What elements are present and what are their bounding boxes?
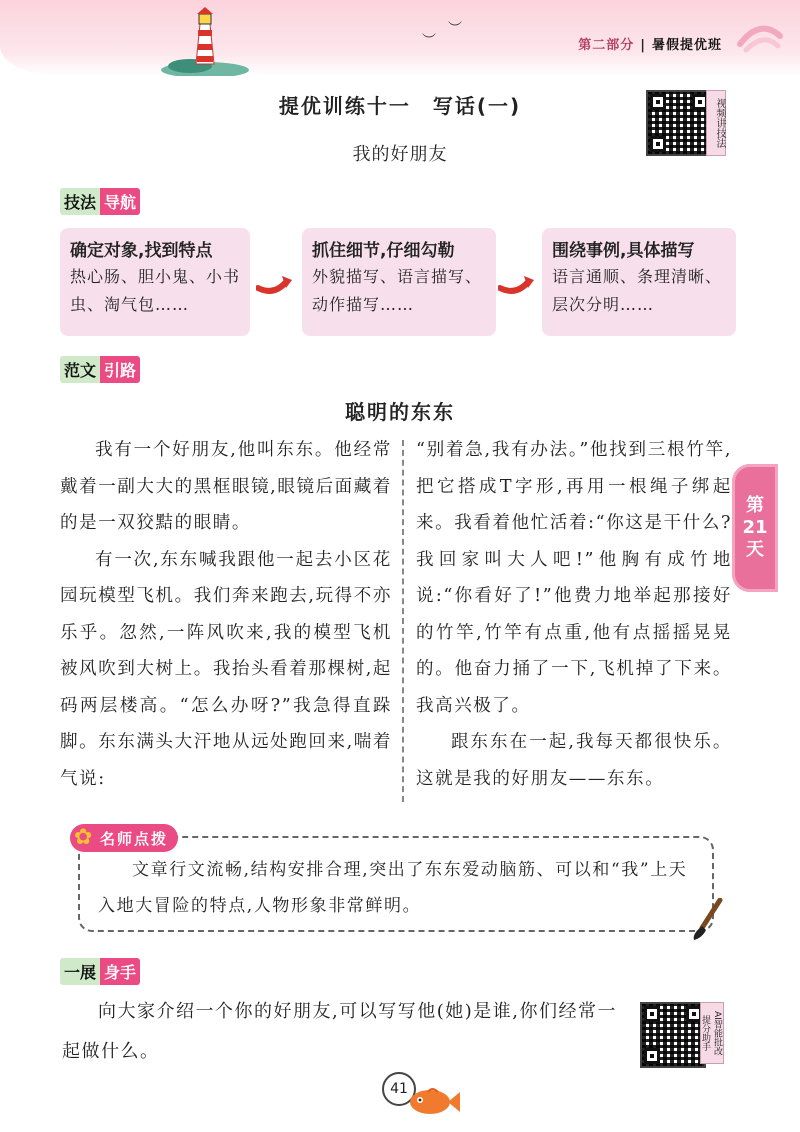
section-tag-practice	[60, 958, 140, 984]
section-tag-a: 范文	[60, 356, 100, 383]
section-tag-b: 身手	[100, 958, 140, 985]
header-series: 暑假提优班	[651, 38, 722, 53]
section-tag-a: 技法	[60, 188, 100, 215]
essay-paragraph: 我有一个好朋友,他叫东东。他经常戴着一副大大的黑框眼镜,眼镜后面藏着的是一双狡黠的眼睛。	[60, 440, 392, 533]
essay-paragraph: 有一次,东东喊我跟他一起去小区花园玩模型飞机。我们奔来跑去,玩得不亦乐乎。忽然,一阵风吹来,我的模型飞机被风吹到大树上。我抬头看着那棵树,起码两层楼高。“怎么办呀?”我急得直跺脚。东东满头大汗地从远处跑回来,喘着气说:	[60, 549, 392, 789]
method-body: 语言通顺、条理清晰、层次分明……	[552, 267, 723, 314]
section-tag-a: 一展	[60, 958, 100, 985]
method-head: 抓住细节,仔细勾勒	[312, 241, 455, 261]
page-title: 提优训练十一 写话(一)	[278, 94, 522, 118]
essay-title: 聪明的东东	[345, 400, 455, 424]
method-head: 确定对象,找到特点	[70, 241, 213, 261]
arrow-icon	[256, 272, 294, 296]
qr-finder	[644, 1006, 660, 1022]
column-divider	[402, 440, 404, 802]
method-body: 外貌描写、语言描写、动作描写……	[312, 267, 483, 314]
task-text: 向大家介绍一个你的好朋友,可以写写他(她)是谁,你们经常一起做什么。	[62, 1001, 617, 1062]
comment-box	[78, 836, 714, 932]
section-tag-example	[60, 356, 140, 382]
swirl-icon	[736, 14, 784, 54]
method-box-3	[542, 228, 736, 336]
essay-column-right	[416, 432, 732, 797]
essay-column-left	[60, 432, 392, 797]
day-tab	[732, 464, 778, 592]
qr-tag-video: 视频讲技法	[706, 90, 726, 156]
method-box-2	[302, 228, 496, 336]
essay-paragraph: 跟东东在一起,我每天都很快乐。这就是我的好朋友——东东。	[416, 732, 732, 789]
task-text-block	[62, 992, 622, 1072]
lighthouse-icon	[160, 6, 250, 76]
bird-icon: ︶	[448, 21, 462, 37]
day-tab-line: 天	[746, 539, 764, 560]
section-tag-b: 导航	[100, 188, 140, 215]
method-box-1	[60, 228, 250, 336]
qr-finder	[644, 1048, 660, 1064]
day-tab-line: 第	[746, 495, 764, 516]
flower-icon: ✿	[74, 825, 95, 850]
bird-icon: ︶	[422, 33, 436, 49]
qr-finder	[650, 94, 666, 110]
essay-paragraph: “别着急,我有办法。”他找到三根竹竿,把它搭成T字形,再用一根绳子绑起来。我看着他忙活着:“你这是干什么?我回家叫大人吧!”他胸有成竹地说:“你看好了!”他费力地举起那接好的竹竿,竹竿有点重,他有点摇摇晃晃的。他奋力捅了一下,飞机掉了下来。我高兴极了。	[416, 440, 732, 716]
day-tab-line: 21	[742, 517, 768, 538]
section-tag-methods	[60, 188, 140, 214]
fish-icon	[402, 1084, 462, 1118]
comment-label-text: 名师点拨	[100, 829, 169, 848]
qr-code[interactable]	[646, 90, 712, 156]
page-number: 41	[382, 1072, 416, 1106]
brush-icon	[690, 898, 724, 942]
comment-text: 文章行文流畅,结构安排合理,突出了东东爱动脑筋、可以和“我”上天入地大冒险的特点,人物形象非常鲜明。	[98, 860, 688, 916]
arrow-icon	[498, 272, 536, 296]
page-subtitle: 我的好朋友	[352, 144, 448, 165]
comment-label	[70, 824, 178, 852]
qr-code[interactable]	[640, 1002, 706, 1068]
qr-tag-ai: AI智能批改提分助手	[700, 1002, 724, 1064]
qr-finder	[650, 136, 666, 152]
header-part: 第二部分	[578, 38, 635, 53]
method-head: 围绕事例,具体描写	[552, 241, 695, 261]
section-tag-b: 引路	[100, 356, 140, 383]
method-body: 热心肠、胆小鬼、小书虫、淘气包……	[70, 267, 241, 314]
header-right: 第二部分 | 暑假提优班	[578, 38, 722, 53]
